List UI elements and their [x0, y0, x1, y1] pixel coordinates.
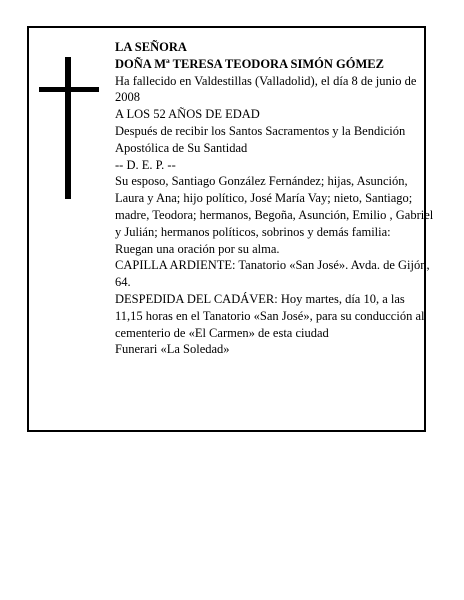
farewell-info: DESPEDIDA DEL CADÁVER: Hoy martes, día 10, a las 11,15 horas en el Tanatorio «San José», para su conducción al cementerio de «El Carmen» de esta ciudad: [115, 291, 425, 340]
prayer-request: Ruegan una oración por su alma.: [115, 241, 280, 256]
death-announcement: Ha fallecido en Valdestillas (Valladolid), el día 8 de junio de 2008: [115, 73, 417, 105]
cross-icon: [39, 57, 99, 199]
family-list: Su esposo, Santiago González Fernández; hijas, Asunción, Laura y Ana; hijo político, José María Vay; nieto, Santiago; madre, Teodora; hermanos, Begoña, Asunción, Emilio , Gabriel y Julián; hermanos políticos, sobrinos y demás familia:: [115, 174, 434, 239]
funeral-home: Funerari «La Soledad»: [115, 342, 230, 357]
age-line: A LOS 52 AÑOS DE EDAD: [115, 107, 260, 122]
notice-heading: LA SEÑORA: [115, 40, 187, 54]
obituary-notice: [27, 26, 434, 432]
chapel-info: CAPILLA ARDIENTE: Tanatorio «San José». Avda. de Gijón, 64.: [115, 258, 430, 290]
cross-horizontal-bar: [39, 87, 99, 92]
sacraments-line: Después de recibir los Santos Sacramentos y la Bendición Apostólica de Su Santidad: [115, 123, 406, 155]
cross-vertical-bar: [65, 57, 71, 199]
deceased-name: DOÑA Mª TERESA TEODORA SIMÓN GÓMEZ: [115, 56, 384, 71]
rip-line: -- D. E. P. --: [115, 157, 176, 172]
notice-text: [115, 39, 435, 358]
